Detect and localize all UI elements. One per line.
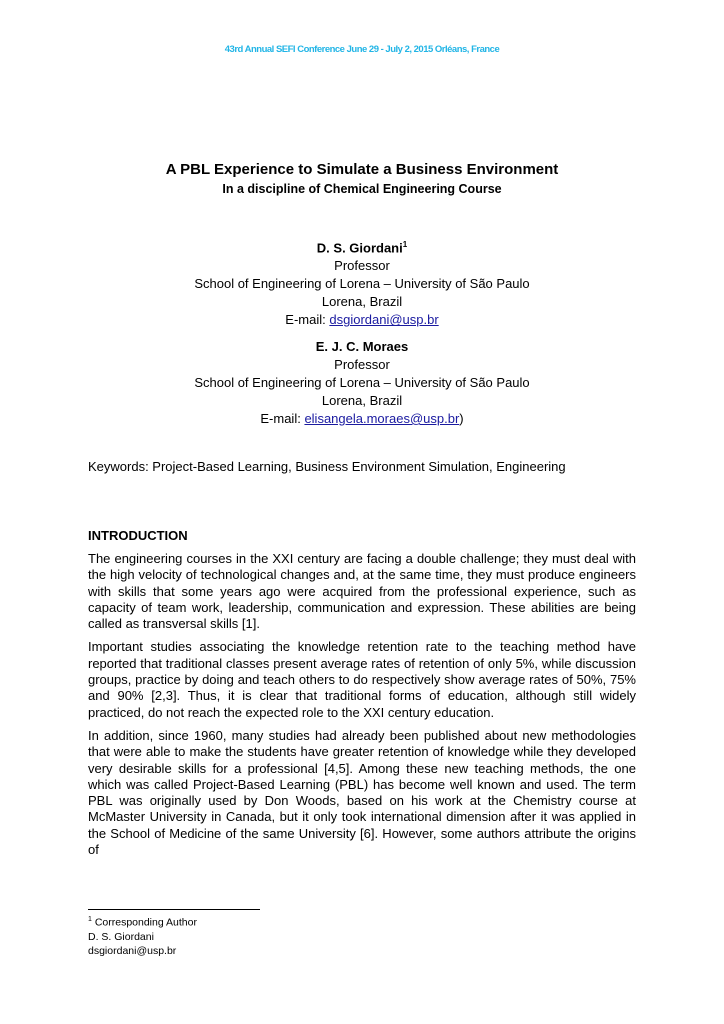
author-location: Lorena, Brazil [321,393,403,408]
paragraph: In addition, since 1960, many studies had already been published about new methodologies that were able to make the students have greater retention of knowledge while they developed very desirable skills for a professional [4,5]. Among these new teaching methods, the one which was called Project-Based Learning (PBL) has become well known and used. The term PBL was originally used by Don Woods, based on his work at the Chemistry course at McMaster University in Canada, but it only took international dimension after it was applied in the School of Medicine of the same University [6]. However, some authors attribute the origins of [88,727,636,858]
paper-subtitle: In a discipline of Chemical Engineering Course [222,182,502,196]
footnote-name: D. S. Giordani [88,930,154,943]
author-email-link[interactable]: elisangela.moraes@usp.br [304,411,460,426]
footnote [88,913,388,958]
author-location: Lorena, Brazil [321,294,403,310]
author-affiliation: School of Engineering of Lorena – University of São Paulo [194,375,530,390]
paragraph: Important studies associating the knowledge retention rate to the teaching method have reported that traditional classes present average rates of retention of only 5%, while discussion groups, practice by doing and teach others to do respectively show average rates of 50%, 75% and 90% [2,3]. Thus, it is clear that traditional forms of education, although still widely practiced, do not reach the expected role to the XXI century education. [88,639,636,720]
footnote-mark: 1 [402,240,408,249]
section-heading-introduction: INTRODUCTION [88,528,188,543]
footnote-label-line: $^1$ Corresponding Author [88,916,197,929]
footnote-mark: 1 [88,916,92,923]
conference-header: 43rd Annual SEFI Conference June 29 - July 2, 2015 Orléans, France [224,44,500,55]
author-email-link[interactable]: dsgiordani@usp.br [329,312,439,328]
keywords-line: Keywords: Project-Based Learning, Business Environment Simulation, Engineering [88,459,566,474]
author-block-2 [0,338,724,428]
paragraph: The engineering courses in the XXI century are facing a double challenge; they must deal with the high velocity of technological changes and, at the same time, they must produce engineers with skills that some years ago were acquired from the professional experience, such as capacity of team work, leadership, communication and expression. These abilities are being called as transversal skills [1]. [88,551,636,632]
footnote-email: dsgiordani@usp.br [88,944,177,957]
paper-title: A PBL Experience to Simulate a Business Environment [165,161,559,178]
author-block-1 [0,236,724,329]
author-affiliation: School of Engineering of Lorena – University of São Paulo [194,276,530,292]
footnote-divider [88,909,260,910]
author-email-line: E-mail: dsgiordani@usp.br [285,312,439,328]
author-role: Professor [334,258,390,274]
author-email-line: E-mail: elisangela.moraes@usp.br) [260,411,464,426]
introduction-body [88,551,636,865]
author-name: D. S. Giordani$^1$ [316,240,408,256]
author-role: Professor [334,357,390,372]
author-name: E. J. C. Moraes [315,339,409,354]
